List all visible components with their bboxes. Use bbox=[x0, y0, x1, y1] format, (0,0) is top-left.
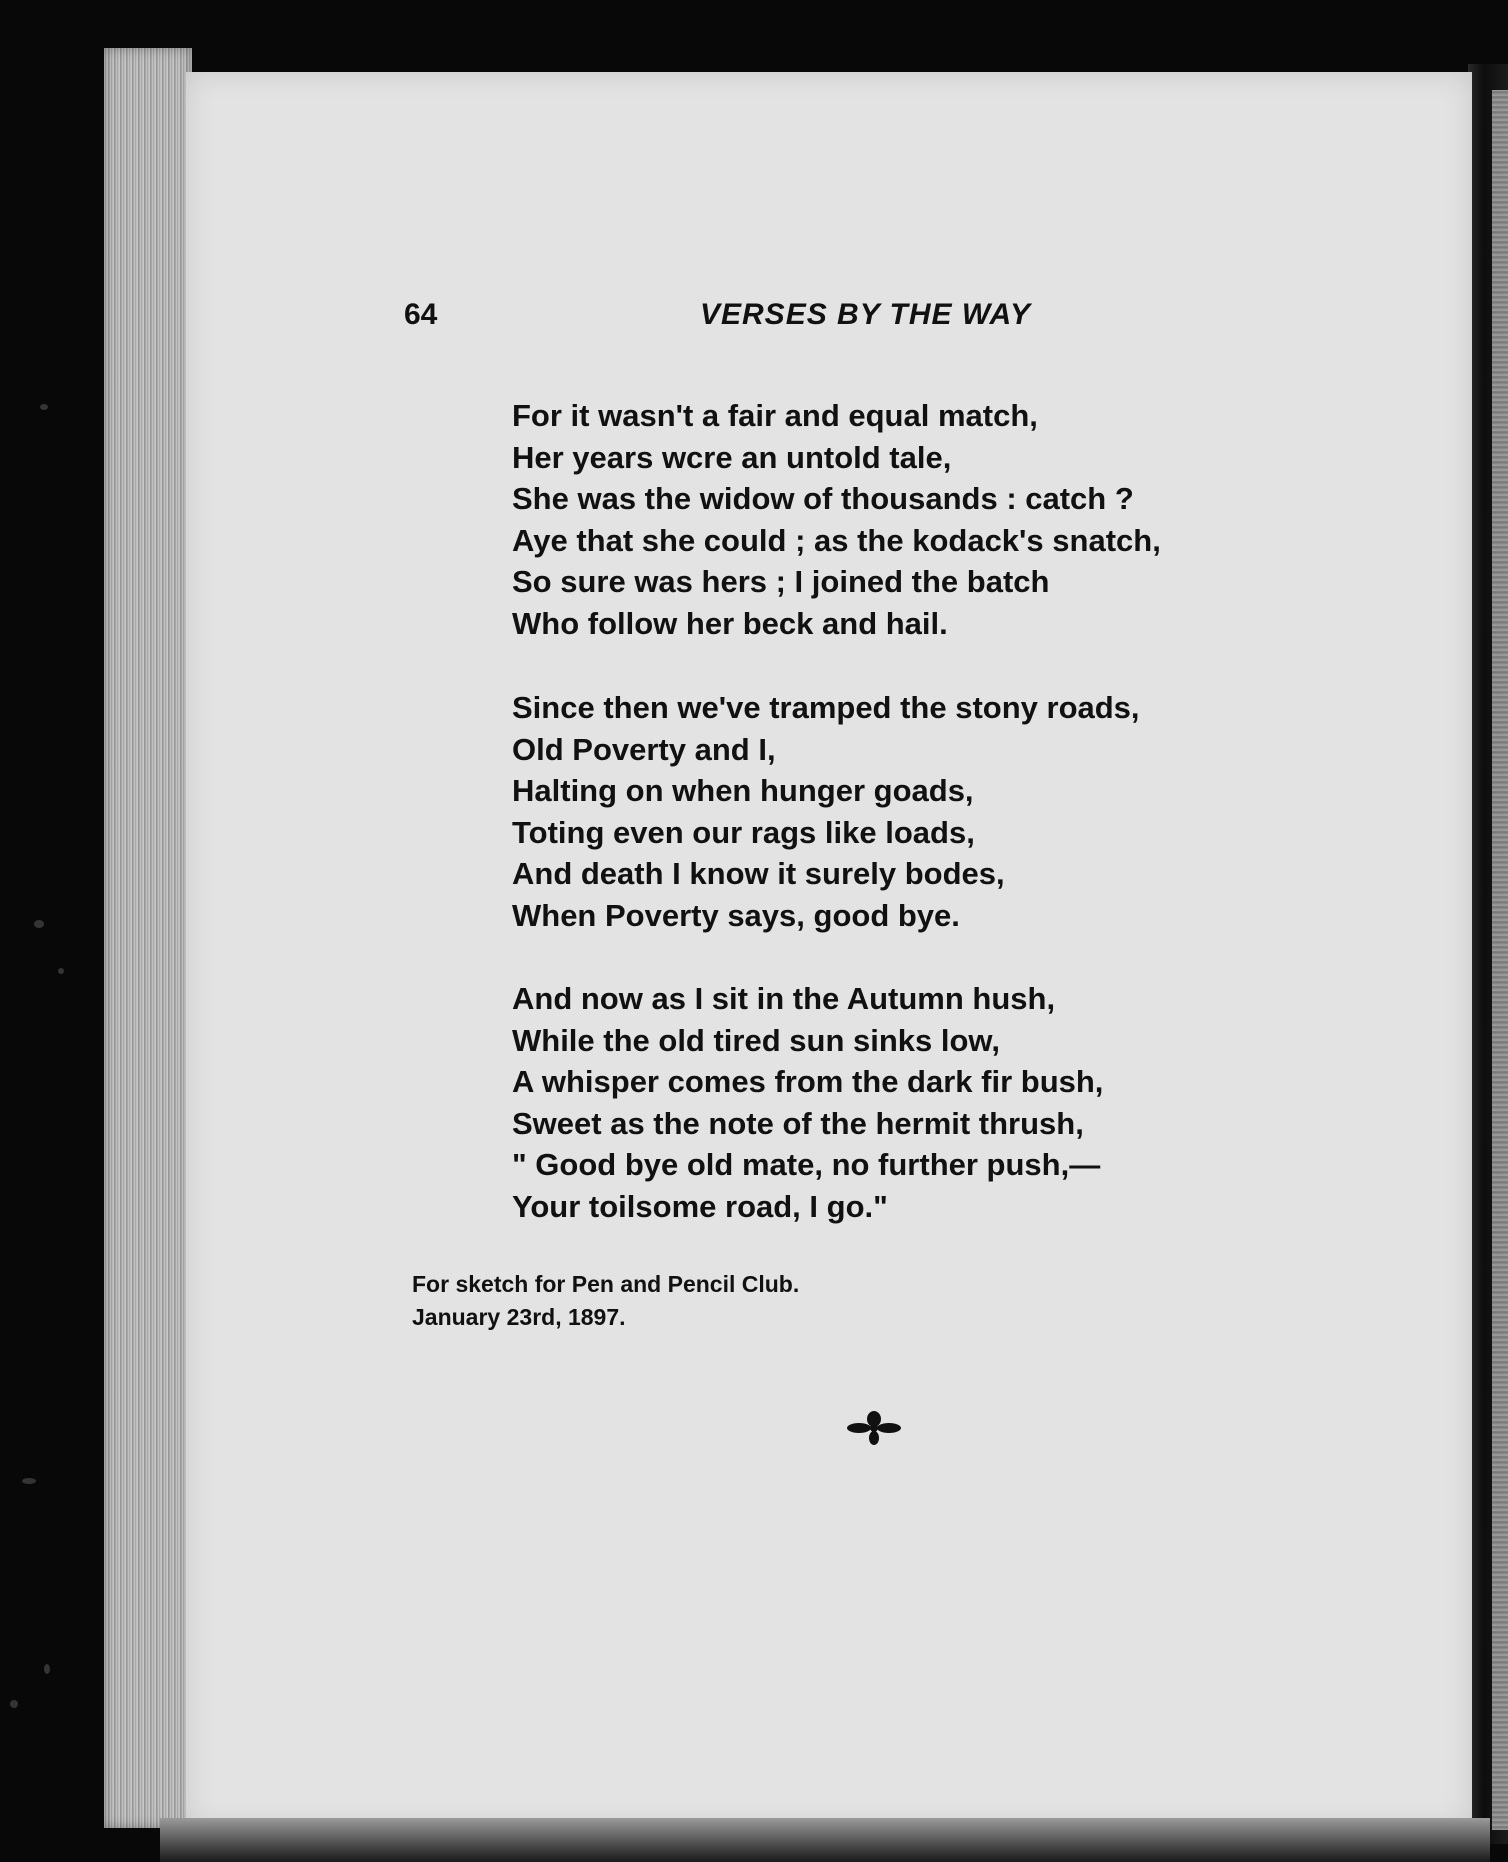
running-title: VERSES BY THE WAY bbox=[700, 298, 1031, 331]
footnote-line: For sketch for Pen and Pencil Club. bbox=[412, 1271, 800, 1297]
poem-line: When Poverty says, good bye. bbox=[512, 897, 960, 933]
poem-line: And now as I sit in the Autumn hush, bbox=[512, 981, 1056, 1016]
poem-line: And death I know it surely bodes, bbox=[512, 856, 1005, 891]
poem-line: So sure was hers ; I joined the batch bbox=[512, 564, 1050, 599]
scan-speck bbox=[44, 1664, 50, 1674]
poem-line: Your toilsome road, I go." bbox=[512, 1188, 888, 1224]
poem-line: She was the widow of thousands : catch ? bbox=[512, 481, 1134, 516]
book-page bbox=[186, 72, 1472, 1828]
scan-speck bbox=[58, 968, 64, 974]
poem-line: Who follow her beck and hail. bbox=[512, 605, 948, 641]
poem-stanza-1 bbox=[512, 395, 1161, 644]
poem-line: Old Poverty and I, bbox=[512, 731, 776, 767]
poem-line: Halting on when hunger goads, bbox=[512, 773, 974, 808]
page-bottom-edge bbox=[160, 1818, 1490, 1862]
scan-speck bbox=[22, 1478, 36, 1484]
poem-line: " Good bye old mate, no further push,— bbox=[512, 1147, 1101, 1182]
scan-speck bbox=[34, 920, 44, 928]
poem-line: Her years wcre an untold tale, bbox=[512, 439, 952, 475]
poem-line: Since then we've tramped the stony roads, bbox=[512, 690, 1140, 725]
footnote bbox=[412, 1268, 799, 1334]
poem-line: Sweet as the note of the hermit thrush, bbox=[512, 1105, 1084, 1141]
poem-line: For it wasn't a fair and equal match, bbox=[512, 398, 1038, 433]
fleuron-icon bbox=[846, 1408, 902, 1448]
poem-line: A whisper comes from the dark fir bush, bbox=[512, 1064, 1104, 1099]
next-page-edge bbox=[1492, 90, 1508, 1830]
poem-line: Aye that she could ; as the kodack's snatch, bbox=[512, 522, 1161, 558]
footnote-line: January 23rd, 1897. bbox=[412, 1304, 626, 1330]
poem-stanza-3 bbox=[512, 978, 1103, 1227]
poem-stanza-2 bbox=[512, 687, 1140, 936]
page-number: 64 bbox=[404, 298, 438, 331]
book-page-edges bbox=[104, 48, 192, 1828]
scan-speck bbox=[40, 404, 48, 410]
poem-line: Toting even our rags like loads, bbox=[512, 814, 975, 850]
poem-line: While the old tired sun sinks low, bbox=[512, 1022, 1001, 1058]
scan-speck bbox=[10, 1700, 18, 1708]
